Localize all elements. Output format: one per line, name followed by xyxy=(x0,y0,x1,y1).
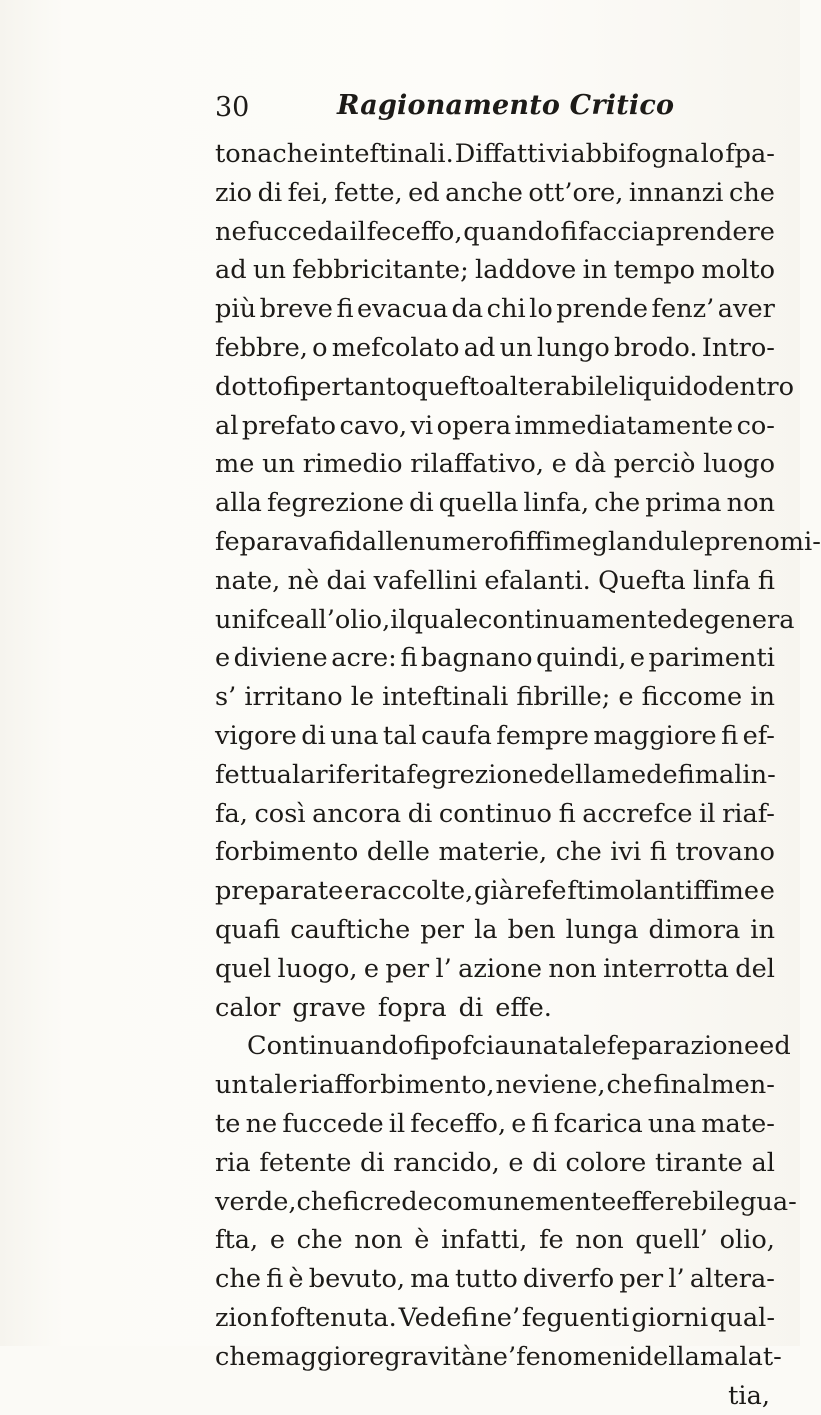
word: lo xyxy=(701,135,725,174)
word: gravità xyxy=(384,1338,476,1377)
word: fi xyxy=(758,562,775,601)
word: dentro xyxy=(708,368,794,407)
word: che xyxy=(606,1066,652,1105)
word: dalle xyxy=(346,523,409,562)
word: ivi xyxy=(610,833,641,872)
word: tal xyxy=(383,717,417,756)
text-line xyxy=(215,1183,775,1222)
text-line xyxy=(215,639,775,678)
word: che xyxy=(556,833,602,872)
word: irritano xyxy=(244,678,342,717)
word: ad xyxy=(464,329,496,368)
word: diviene xyxy=(234,639,328,678)
text-line xyxy=(215,678,775,717)
word: perciò xyxy=(614,445,696,484)
page-number: 30 xyxy=(215,92,249,123)
word: inteftinali. xyxy=(319,135,453,174)
word: maggiore xyxy=(593,717,716,756)
word: molto xyxy=(701,251,775,290)
word: malat- xyxy=(700,1338,782,1377)
word: prima xyxy=(645,484,721,523)
word: in xyxy=(750,678,775,717)
word: anche xyxy=(445,174,523,213)
word: più xyxy=(215,290,256,329)
word: fegrezione xyxy=(267,484,404,523)
word: tale xyxy=(558,1027,607,1066)
word: azione xyxy=(458,950,542,989)
word: che xyxy=(594,484,640,523)
text-line xyxy=(215,795,775,834)
word: fei, xyxy=(288,174,329,213)
word: lungo xyxy=(537,329,610,368)
word: di xyxy=(459,989,484,1028)
word: caufa xyxy=(421,717,492,756)
word: vi xyxy=(411,407,434,446)
word: continuamente xyxy=(478,601,672,640)
word: non xyxy=(354,1221,402,1260)
word: una xyxy=(510,1027,558,1066)
word: e xyxy=(344,872,359,911)
text-line xyxy=(215,484,775,523)
word: infatti, xyxy=(441,1221,527,1260)
word: fi xyxy=(336,290,353,329)
word: fibrille; xyxy=(516,678,610,717)
word: dottofi xyxy=(215,368,300,407)
word: altera- xyxy=(690,1260,775,1299)
word: calor xyxy=(215,989,280,1028)
word: parimenti xyxy=(649,639,775,678)
word: brodo. xyxy=(614,329,698,368)
word: ne xyxy=(495,1066,527,1105)
word: che xyxy=(215,1260,261,1299)
word: quafi xyxy=(215,911,280,950)
word: foftenuta. xyxy=(270,1299,396,1338)
word: me xyxy=(215,445,254,484)
word: fi xyxy=(532,1105,549,1144)
word: colore xyxy=(566,1144,647,1183)
word: fcarica xyxy=(554,1105,643,1144)
word: zion xyxy=(215,1299,269,1338)
paragraph-end-line xyxy=(215,989,775,1028)
word: un xyxy=(253,251,286,290)
word: che xyxy=(297,1183,343,1222)
word: faccia xyxy=(578,213,655,252)
word: quefto xyxy=(411,368,494,407)
word: mefcolato xyxy=(332,329,460,368)
word: riafforbimento, xyxy=(299,1066,495,1105)
text-line xyxy=(215,911,775,950)
word: efalanti. xyxy=(484,562,590,601)
word: è xyxy=(414,1221,429,1260)
word: vafellini xyxy=(374,562,478,601)
word: forbimento xyxy=(215,833,358,872)
word: l’ xyxy=(668,1260,684,1299)
word: bevuto, xyxy=(309,1260,405,1299)
text-line xyxy=(215,833,775,872)
word: ftimolantiffime xyxy=(567,872,759,911)
word: quell’ xyxy=(635,1221,708,1260)
word: feparavafi xyxy=(215,523,346,562)
word: tonache xyxy=(215,135,318,174)
word: di xyxy=(408,795,433,834)
word: ma xyxy=(410,1260,450,1299)
word: bagnano xyxy=(421,639,533,678)
word: quando xyxy=(463,213,559,252)
word: effere xyxy=(616,1183,692,1222)
word: ficcome xyxy=(642,678,743,717)
word: fenz’ xyxy=(652,290,715,329)
word: olio, xyxy=(720,1221,775,1260)
word: all’olio, xyxy=(295,601,390,640)
word: e xyxy=(618,678,633,717)
word: viene, xyxy=(528,1066,606,1105)
word: opera xyxy=(437,407,511,446)
body-text xyxy=(215,135,775,1415)
text-line xyxy=(215,213,775,252)
word: così xyxy=(254,795,305,834)
word: Continuandofi xyxy=(247,1027,431,1066)
word: quindi, xyxy=(536,639,626,678)
word: riferita xyxy=(315,756,406,795)
word: per xyxy=(619,1260,663,1299)
word: gua- xyxy=(740,1183,797,1222)
word: cavo, xyxy=(340,407,408,446)
word: ne xyxy=(246,1105,278,1144)
word: numerofiffime xyxy=(409,523,592,562)
text-line xyxy=(215,407,775,446)
word: chi xyxy=(487,290,526,329)
word: maggiore xyxy=(261,1338,384,1377)
word: linfa xyxy=(693,562,751,601)
word: fempre xyxy=(496,717,589,756)
word: febbricitante; xyxy=(292,251,468,290)
word: vigore xyxy=(215,717,297,756)
word: un xyxy=(215,1066,248,1105)
word: breve xyxy=(260,290,333,329)
text-line xyxy=(215,1221,775,1260)
word: bile xyxy=(692,1183,740,1222)
word: di xyxy=(409,484,434,523)
word: feguenti xyxy=(522,1299,630,1338)
catchword: tia, xyxy=(215,1377,775,1415)
word: ne’ xyxy=(480,1299,520,1338)
word: rimedio xyxy=(303,445,403,484)
word: fi xyxy=(559,795,576,834)
word: delle xyxy=(367,833,430,872)
word: Vedefi xyxy=(399,1299,479,1338)
word: tale xyxy=(249,1066,298,1105)
word: non xyxy=(727,484,775,523)
word: e xyxy=(630,639,645,678)
word: abbifogna xyxy=(570,135,699,174)
word: e xyxy=(511,1105,526,1144)
word: s’ xyxy=(215,678,236,717)
word: di xyxy=(360,1144,385,1183)
word: fi xyxy=(650,833,667,872)
text-line xyxy=(215,950,775,989)
text-line xyxy=(215,1338,775,1377)
word: è xyxy=(288,1260,303,1299)
word: rilaffativo, xyxy=(410,445,544,484)
word: fuccede xyxy=(282,1105,383,1144)
word: nè xyxy=(288,562,320,601)
word: Intro- xyxy=(702,329,775,368)
word: ott’ore, xyxy=(528,174,623,213)
word: evacua xyxy=(357,290,448,329)
word: prenomi- xyxy=(704,523,821,562)
word: fa, xyxy=(215,795,248,834)
word: quel xyxy=(215,950,271,989)
page-header xyxy=(215,92,775,132)
word: in xyxy=(750,911,775,950)
word: prende xyxy=(556,290,648,329)
word: un xyxy=(262,445,295,484)
word: vi xyxy=(547,135,570,174)
word: per xyxy=(385,950,429,989)
word: fi xyxy=(342,1183,359,1222)
word: unifce xyxy=(215,601,295,640)
text-line xyxy=(215,756,775,795)
text-line xyxy=(215,1299,775,1338)
word: verde, xyxy=(215,1183,297,1222)
text-line xyxy=(215,562,775,601)
word: fe xyxy=(539,1221,564,1260)
word: inteftinali xyxy=(382,678,508,717)
word: l’ xyxy=(435,950,451,989)
word: ancora xyxy=(312,795,401,834)
text-line xyxy=(215,1066,775,1105)
word: luogo, xyxy=(278,950,358,989)
word: e xyxy=(760,872,775,911)
text-line xyxy=(215,290,775,329)
word: ad xyxy=(215,251,247,290)
word: e xyxy=(508,1144,523,1183)
word: alterabile xyxy=(495,368,619,407)
word: che xyxy=(297,1221,343,1260)
word: dimora xyxy=(649,911,741,950)
text-line xyxy=(215,523,775,562)
word: immediatamente xyxy=(515,407,734,446)
word: Quefta xyxy=(598,562,686,601)
word: acre: xyxy=(331,639,397,678)
word: co- xyxy=(737,407,775,446)
word: il xyxy=(350,213,366,252)
word: fta, xyxy=(215,1221,258,1260)
word: le xyxy=(351,678,374,717)
word: liquido xyxy=(619,368,708,407)
text-line xyxy=(215,717,775,756)
word: feceffo, xyxy=(367,213,463,252)
word: la xyxy=(292,756,315,795)
text-line xyxy=(215,135,775,174)
word: di xyxy=(301,717,326,756)
word: una xyxy=(648,1105,696,1144)
text-line xyxy=(215,1144,775,1183)
word: lunga xyxy=(566,911,639,950)
word: aver xyxy=(718,290,775,329)
word: o xyxy=(312,329,327,368)
word: fenomeni xyxy=(516,1338,637,1377)
word: e xyxy=(364,950,379,989)
word: laddove xyxy=(475,251,576,290)
word: ben xyxy=(508,911,556,950)
word: nate, xyxy=(215,562,280,601)
word: di xyxy=(258,174,283,213)
text-line xyxy=(215,872,775,911)
word: diverfo xyxy=(523,1260,614,1299)
word: ef- xyxy=(743,717,775,756)
word: mate- xyxy=(701,1105,775,1144)
word: refe xyxy=(515,872,567,911)
word: febbre, xyxy=(215,329,308,368)
word: rancido, xyxy=(393,1144,499,1183)
word: innanzi xyxy=(629,174,724,213)
text-line xyxy=(215,251,775,290)
word: di xyxy=(532,1144,557,1183)
word: luogo xyxy=(703,445,775,484)
word: al xyxy=(752,1144,775,1183)
word: Diffatti xyxy=(455,135,546,174)
word: feceffo, xyxy=(410,1105,506,1144)
word: ne xyxy=(215,213,247,252)
word: della xyxy=(637,1338,700,1377)
word: e xyxy=(215,639,230,678)
word: fpa- xyxy=(725,135,775,174)
word: fopra xyxy=(378,989,447,1028)
word: degenera xyxy=(672,601,794,640)
word: fegrezione xyxy=(406,756,543,795)
word: medefima xyxy=(607,756,735,795)
text-line xyxy=(215,174,775,213)
word: raccolte, xyxy=(360,872,473,911)
word: già xyxy=(474,872,514,911)
text-line xyxy=(215,601,775,640)
word: il xyxy=(699,795,715,834)
text-line xyxy=(215,329,775,368)
word: feparazione xyxy=(607,1027,759,1066)
running-title: Ragionamento Critico xyxy=(337,90,674,121)
paragraph-start-line xyxy=(215,1027,775,1066)
word: ne’ xyxy=(476,1338,516,1377)
word: materie, xyxy=(439,833,548,872)
word: e xyxy=(552,445,567,484)
word: della xyxy=(544,756,607,795)
word: in xyxy=(583,251,608,290)
word: fettua xyxy=(215,756,292,795)
word: linfa, xyxy=(523,484,589,523)
word: tutto xyxy=(455,1260,518,1299)
text-line xyxy=(215,1105,775,1144)
word: che xyxy=(729,174,775,213)
word: la xyxy=(474,911,497,950)
word: ed xyxy=(759,1027,791,1066)
text-line xyxy=(215,368,775,407)
word: trovano xyxy=(675,833,775,872)
word: prendere xyxy=(656,213,775,252)
text-line xyxy=(215,1260,775,1299)
word: prefato xyxy=(242,407,336,446)
word: riaf- xyxy=(722,795,775,834)
word: pertanto xyxy=(300,368,412,407)
word: al xyxy=(215,407,238,446)
word: tempo xyxy=(614,251,696,290)
word: lo xyxy=(529,290,553,329)
word: ria xyxy=(215,1144,251,1183)
word: giorni xyxy=(631,1299,708,1338)
word: accrefce xyxy=(582,795,692,834)
word: che xyxy=(215,1338,261,1377)
word: quale xyxy=(407,601,478,640)
word: alla xyxy=(215,484,262,523)
word: una xyxy=(330,717,378,756)
word: fi xyxy=(721,717,738,756)
word: tirante xyxy=(655,1144,743,1183)
word: zio xyxy=(215,174,252,213)
word: fi xyxy=(400,639,417,678)
word: fetente xyxy=(259,1144,351,1183)
word: glandule xyxy=(592,523,705,562)
word: crede xyxy=(360,1183,433,1222)
word: continuo xyxy=(439,795,552,834)
word: quella xyxy=(439,484,519,523)
word: dà xyxy=(574,445,606,484)
word: il xyxy=(390,601,406,640)
word: fi xyxy=(560,213,577,252)
word: effe. xyxy=(495,989,552,1028)
word: il xyxy=(389,1105,405,1144)
word: e xyxy=(270,1221,285,1260)
word: non xyxy=(575,1221,623,1260)
word: cauftiche xyxy=(290,911,410,950)
word: qual- xyxy=(710,1299,775,1338)
word: comunemente xyxy=(433,1183,616,1222)
word: fi xyxy=(266,1260,283,1299)
word: lin- xyxy=(734,756,776,795)
word: finalmen- xyxy=(653,1066,775,1105)
word: dai xyxy=(326,562,366,601)
word: grave xyxy=(292,989,365,1028)
text-line xyxy=(215,445,775,484)
word: ed xyxy=(408,174,440,213)
word: fette, xyxy=(334,174,402,213)
word: del xyxy=(735,950,775,989)
word: da xyxy=(451,290,483,329)
word: per xyxy=(420,911,464,950)
word: interrotta xyxy=(603,950,729,989)
word: non xyxy=(548,950,596,989)
word: un xyxy=(500,329,533,368)
word: te xyxy=(215,1105,240,1144)
word: fucceda xyxy=(247,213,348,252)
word: preparate xyxy=(215,872,343,911)
word: pofcia xyxy=(431,1027,510,1066)
